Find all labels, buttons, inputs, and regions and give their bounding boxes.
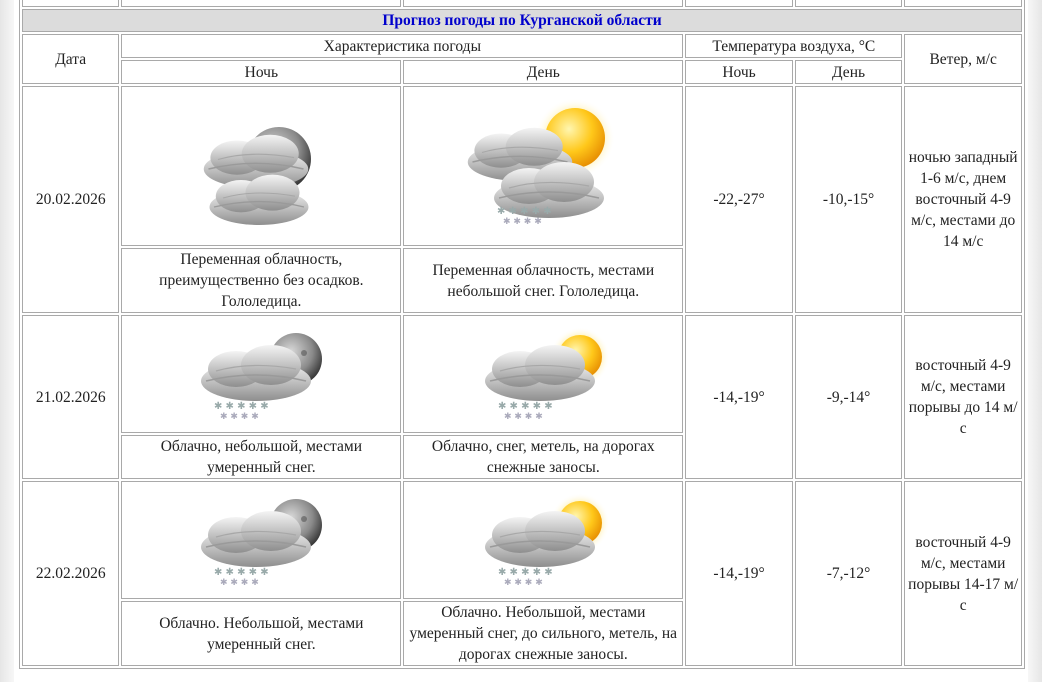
row-wind: ночью западный 1-6 м/с, днем восточный 4-9 м/с, местами до 14 м/с [904,86,1022,313]
day-description: Облачно. Небольшой, местами умеренный снег, до сильного, метель, на дорогах снежные заносы. [403,601,683,666]
night-description: Переменная облачность, преимущественно без осадков. Гололедица. [121,248,401,313]
moon-cloud-snow-icon [186,319,336,429]
page-shadow-right [1028,0,1042,682]
row-temp-night: -22,-27° [685,86,793,313]
top-stub-cell [121,0,401,7]
day-icon-cell [403,481,683,599]
day-icon-cell [403,315,683,433]
table-row [22,481,1022,599]
header-weather-night: Ночь [121,60,401,84]
moon-cloud-snow-icon [186,485,336,595]
night-icon-cell [121,315,401,433]
day-description: Переменная облачность, местами небольшой снег. Гололедица. [403,248,683,313]
sun-cloud-snow-icon [468,319,618,429]
header-weather-day: День [403,60,683,84]
top-stub-cell [795,0,903,7]
day-icon-cell [403,86,683,246]
row-wind: восточный 4-9 м/с, местами порывы до 14 м/с [904,315,1022,479]
day-description: Облачно, снег, метель, на дорогах снежные заносы. [403,435,683,479]
header-temp-day: День [795,60,903,84]
row-date: 20.02.2026 [22,86,119,313]
night-icon-cell [121,86,401,246]
header-date: Дата [22,34,119,84]
table-top-stub-row [22,0,1022,7]
row-date: 21.02.2026 [22,315,119,479]
header-temp-night: Ночь [685,60,793,84]
row-temp-night: -14,-19° [685,481,793,666]
top-stub-cell [22,0,119,7]
row-temp-day: -7,-12° [795,481,903,666]
table-row [22,86,1022,246]
moon-cloudy-icon [191,101,331,231]
sun-cloud-light-snow-icon [463,96,623,236]
forecast-table-wrapper [19,0,1025,669]
sun-cloud-snow-icon [468,485,618,595]
top-stub-cell [904,0,1022,7]
night-description: Облачно, небольшой, местами умеренный снег. [121,435,401,479]
row-temp-night: -14,-19° [685,315,793,479]
page-shadow-left [0,0,14,682]
row-wind: восточный 4-9 м/с, местами порывы 14-17 м/с [904,481,1022,666]
top-stub-cell [403,0,683,7]
night-icon-cell [121,481,401,599]
row-temp-day: -9,-14° [795,315,903,479]
header-wind: Ветер, м/с [904,34,1022,84]
table-title: Прогноз погоды по Курганской области [22,9,1022,32]
top-stub-cell [685,0,793,7]
forecast-table [19,0,1025,669]
night-description: Облачно. Небольшой, местами умеренный снег. [121,601,401,666]
row-date: 22.02.2026 [22,481,119,666]
table-row [22,315,1022,433]
header-weather: Характеристика погоды [121,34,683,58]
header-temperature: Температура воздуха, °С [685,34,902,58]
row-temp-day: -10,-15° [795,86,903,313]
